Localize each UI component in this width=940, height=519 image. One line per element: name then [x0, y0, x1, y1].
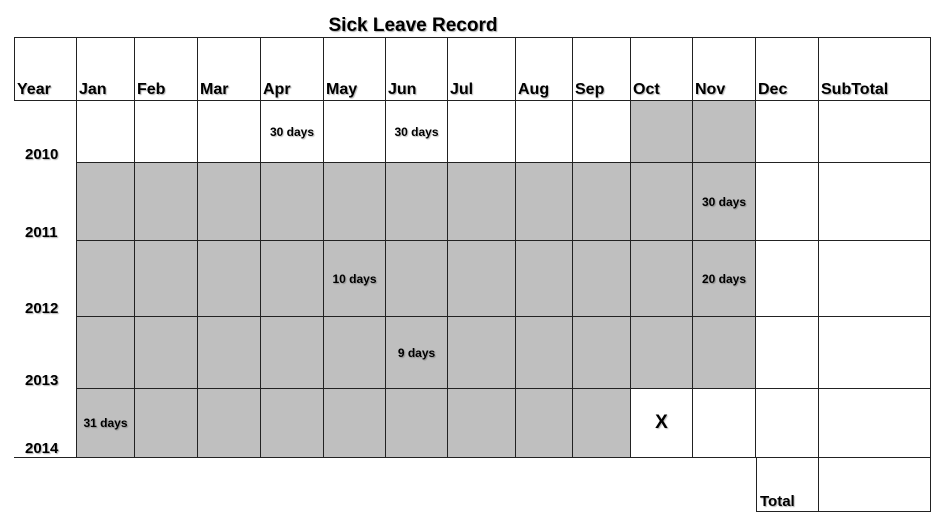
- header-label: Apr: [263, 81, 291, 98]
- month-cell-apr: [261, 163, 324, 241]
- header-label: May: [326, 81, 358, 98]
- month-cell-sep: [573, 389, 631, 458]
- header-oct: [631, 37, 693, 101]
- month-cell-may: [324, 241, 386, 317]
- leave-days-value: 30 days: [701, 194, 747, 209]
- header-label: Jun: [388, 81, 417, 98]
- month-cell-jul: [448, 241, 516, 317]
- header-jul: [448, 37, 516, 101]
- month-cell-dec: [756, 101, 819, 163]
- month-cell-aug: [516, 163, 573, 241]
- month-cell-jul: [448, 163, 516, 241]
- month-cell-mar: [198, 101, 261, 163]
- month-cell-jan: [77, 389, 135, 458]
- header-label: Oct: [633, 81, 660, 98]
- header-mar: [198, 37, 261, 101]
- header-feb: [135, 37, 198, 101]
- month-cell-sep: [573, 241, 631, 317]
- month-cell-feb: [135, 163, 198, 241]
- leave-days-value: 20 days: [701, 271, 747, 286]
- month-cell-jan: [77, 241, 135, 317]
- year-cell-2014: [14, 389, 77, 458]
- month-cell-feb: [135, 389, 198, 458]
- header-nov: [693, 37, 756, 101]
- header-label: Aug: [518, 81, 550, 98]
- month-cell-sep: [573, 101, 631, 163]
- header-label: Dec: [758, 81, 788, 98]
- month-cell-dec: [756, 241, 819, 317]
- leave-days-value: 10 days: [332, 271, 377, 286]
- month-cell-jun: [386, 389, 448, 458]
- month-cell-apr: [261, 317, 324, 389]
- month-cell-nov: [693, 241, 756, 317]
- x-mark: X: [655, 412, 668, 433]
- month-cell-sep: [573, 317, 631, 389]
- month-cell-dec: [756, 163, 819, 241]
- total-value-cell: [819, 458, 931, 512]
- month-cell-oct: [631, 101, 693, 163]
- month-cell-feb: [135, 317, 198, 389]
- subtotal-cell-2014: [819, 389, 931, 458]
- month-cell-aug: [516, 241, 573, 317]
- month-cell-mar: [198, 241, 261, 317]
- month-cell-oct: [631, 241, 693, 317]
- header-label: Jan: [79, 81, 107, 98]
- month-cell-nov: [693, 101, 756, 163]
- month-cell-jun: [386, 101, 448, 163]
- month-cell-dec: [756, 389, 819, 458]
- leave-days-value: 31 days: [83, 416, 128, 430]
- month-cell-jan: [77, 317, 135, 389]
- header-subtotal: [819, 37, 931, 101]
- header-label: Mar: [200, 81, 229, 98]
- month-cell-mar: [198, 389, 261, 458]
- month-cell-apr: [261, 389, 324, 458]
- header-year: [14, 37, 77, 101]
- year-label: 2014: [25, 440, 59, 457]
- header-jan: [77, 37, 135, 101]
- month-cell-apr: [261, 241, 324, 317]
- subtotal-cell-2012: [819, 241, 931, 317]
- header-label: Feb: [137, 81, 166, 98]
- month-cell-may: [324, 389, 386, 458]
- month-cell-mar: [198, 317, 261, 389]
- subtotal-cell-2013: [819, 317, 931, 389]
- year-cell-2013: [14, 317, 77, 389]
- month-cell-jul: [448, 317, 516, 389]
- header-jun: [386, 37, 448, 101]
- page-title: Sick Leave Record: [328, 15, 498, 36]
- subtotal-cell-2011: [819, 163, 931, 241]
- month-cell-jun: [386, 163, 448, 241]
- month-cell-oct: [631, 389, 693, 458]
- subtotal-cell-2010: [819, 101, 931, 163]
- header-apr: [261, 37, 324, 101]
- month-cell-may: [324, 163, 386, 241]
- header-aug: [516, 37, 573, 101]
- month-cell-jun: [386, 241, 448, 317]
- leave-days-value: 9 days: [397, 345, 436, 360]
- header-label: Sep: [575, 81, 605, 98]
- year-cell-2010: [14, 101, 77, 163]
- header-sep: [573, 37, 631, 101]
- month-cell-mar: [198, 163, 261, 241]
- year-label: 2013: [25, 372, 59, 389]
- month-cell-nov: [693, 163, 756, 241]
- month-cell-aug: [516, 389, 573, 458]
- month-cell-jun: [386, 317, 448, 389]
- month-cell-apr: [261, 101, 324, 163]
- leave-days-value: 30 days: [269, 124, 315, 139]
- month-cell-nov: [693, 389, 756, 458]
- header-label: Year: [17, 81, 51, 98]
- month-cell-feb: [135, 101, 198, 163]
- month-cell-aug: [516, 101, 573, 163]
- header-label: Nov: [695, 81, 726, 98]
- month-cell-jan: [77, 101, 135, 163]
- month-cell-feb: [135, 241, 198, 317]
- month-cell-sep: [573, 163, 631, 241]
- year-cell-2011: [14, 163, 77, 241]
- header-may: [324, 37, 386, 101]
- month-cell-may: [324, 317, 386, 389]
- month-cell-aug: [516, 317, 573, 389]
- header-label: Jul: [450, 81, 474, 98]
- month-cell-dec: [756, 317, 819, 389]
- month-cell-jul: [448, 389, 516, 458]
- month-cell-may: [324, 101, 386, 163]
- year-label: 2012: [25, 300, 59, 317]
- total-label: Total: [760, 493, 795, 510]
- header-dec: [756, 37, 819, 101]
- leave-days-value: 30 days: [394, 124, 439, 139]
- header-label: SubTotal: [821, 81, 889, 98]
- month-cell-jul: [448, 101, 516, 163]
- month-cell-oct: [631, 317, 693, 389]
- month-cell-oct: [631, 163, 693, 241]
- month-cell-jan: [77, 163, 135, 241]
- month-cell-nov: [693, 317, 756, 389]
- year-cell-2012: [14, 241, 77, 317]
- year-label: 2011: [25, 224, 58, 241]
- year-label: 2010: [25, 146, 59, 163]
- total-label-cell: [756, 458, 819, 512]
